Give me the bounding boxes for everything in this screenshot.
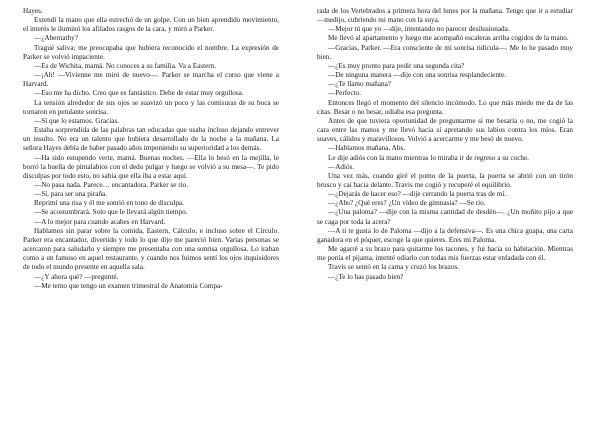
paragraph: —¿Es muy pronto para pedir una segunda cita? <box>328 61 465 70</box>
paragraph: —Gracias, Parker. —Era consciente de mi sonrisa ridícula—. Me lo he pasado muy bien. <box>317 43 573 61</box>
paragraph: —Sí que lo estamos. Gracias. <box>34 116 120 125</box>
paragraph: Tragué saliva; me preocupaba que hubiera reconocido el nombre. La expresión de Parker se volvió impaciente. <box>23 43 279 61</box>
paragraph: Me agarré a su brazo para quitarme los tacones, y fui hacia su habitación. Mientras me ponía el pijama, intenté odiarlo con todas mis fuerzas estar enfadada con él. <box>317 245 573 263</box>
paragraph: —Hablamos mañana, Abs. <box>328 144 406 153</box>
paragraph: —¿Abs? ¿Qué eres? ¿Un vídeo de gimnasia? —Se rio. <box>328 199 486 208</box>
paragraph: —¿Te llamo mañana? <box>328 80 391 89</box>
paragraph: —De ninguna manera —dije con una sonrisa resplandeciente. <box>328 71 507 80</box>
paragraph: —Adiós. <box>328 162 355 171</box>
paragraph: rada de los Vertebrados a primera hora del lunes por la mañana. Tengo que ir a estudiar —medijo, cubriendo mi mano con la suya. <box>317 7 573 25</box>
paragraph: Me llevó al apartamento y luego me acompañó escaleras arriba cogidos de la mano. <box>328 34 569 43</box>
paragraph: Extendí la mano que ella estrechó de un golpe. Con un bien aprendido movimiento, el interés le iluminó los afilados rasgos de la cara, y miró a Parker. <box>23 16 279 34</box>
paragraph: Una vez más, cuando giré el pomo de la puerta, la puerta se abrió con un tirón brusco y caí hacia delante. Travis me cogió y recuperé el equilibrio. <box>317 171 573 189</box>
paragraph: Entonces llegó el momento del silencio incómodo. Lo que más miedo me da de las citas. Besar o no besar, odiaba esa pregunta. <box>317 98 573 116</box>
paragraph: —¡Ah! —Vivienne me miró de nuevo—. Parker se marcha el curso que viene a Harvard. <box>23 71 279 89</box>
paragraph: —¿Abernathy? <box>34 34 78 43</box>
left-column <box>23 7 279 291</box>
paragraph: —Me temo que tengo un examen trimestral de Anatomía Compa- <box>34 281 223 290</box>
paragraph: Travis se sentó en la cama y cruzó los brazos. <box>328 263 460 272</box>
paragraph: —¿Una paloma? —dije con la misma cantidad de desdén—. ¿Un moñito pijo a que se caga por toda la acera? <box>317 208 573 226</box>
paragraph: —Sí, para ser una piraña. <box>34 190 108 199</box>
paragraph: —Mejor tú que yo —dije, intentando no parecer desilusionada. <box>328 25 510 34</box>
right-column <box>317 7 573 282</box>
paragraph: —A ti te gusta lo de Paloma —dijo a la defensiva—. Es una chica guapa, una carta ganadora en el póquer, escoge la que quieres. Eres mi Paloma. <box>317 226 573 244</box>
paragraph: —A lo mejor para cuando acabes en Harvard. <box>34 217 166 226</box>
paragraph: —¿Y ahora qué? —pregunté. <box>34 272 119 281</box>
paragraph: Antes de que tuviera oportunidad de preguntarme si me besaría o no, me cogió la cara entre las manos y me llevó hacia sí apretando sus labios contra los míos. Eran suaves, cálidos y maravillosos. Volvió a acercarme y me besó de nuevo. <box>317 116 573 144</box>
paragraph: —Se acostumbrará. Solo que le llevará algún tiempo. <box>34 208 188 217</box>
paragraph: Le dije adiós con la mano mientras lo miraba ir de regreso a su coche. <box>328 153 529 162</box>
paragraph: —Ha sido estupendo verte, mamá. Buenas noches. —Ella lo besó en la mejilla, le borró la huella de pintalabios con el dedo pulgar y luego se volvió a su mesa—. Te pido disculpas por todo esto, no sabía que ella iba a estar aquí. <box>23 153 279 180</box>
paragraph: —¿Te lo has pasado bien? <box>328 272 404 281</box>
paragraph: —Perfecto. <box>328 89 361 98</box>
paragraph: Reprimí una risa y él me sonrió en tono de disculpa. <box>34 199 184 208</box>
paragraph: —No pasa nada. Parece… encantadora. Parker se rio. <box>34 180 189 189</box>
paragraph: Hablamos sin parar sobre la comida, Eastern, Cálculo, e incluso sobre el Círculo. Parker era encantador, divertido y todo lo que dijo me pareció bien. Varias personas se acercaron para saludarlo y siempre me presentaba con una sonrisa orgullosa. Lo iraban como a un famoso en aquel restaurante, y cuando nos fuimos sentí los ojos inquisidores de todo el mundo presente en aquella sala. <box>23 226 279 272</box>
paragraph: —Es de Wichita, mamá. No conoces a su familia. Va a Eastern. <box>34 61 217 70</box>
paragraph: Hayes. <box>23 7 43 15</box>
paragraph: La tensión alrededor de sus ojos se suavizó un poco y las comisuras de su boca se tornaron en petulante sonrisa. <box>23 98 279 116</box>
paragraph: Estaba sorprendida de las palabras tan educadas que usaba incluso dejando entrever un insulto. No era un talento que hubiera desarrollado de la noche a la mañana. La señora Hayes debía de haber pasado años imponiendo su superioridad a los demás. <box>23 126 279 153</box>
paragraph: —¿Dejarás de hacer eso? —dije cerrando la puerta tras de mí. <box>328 190 507 199</box>
paragraph: —Eso me ha dicho. Creo que es fantástico. Debe de estar muy orgullosa. <box>34 89 244 98</box>
